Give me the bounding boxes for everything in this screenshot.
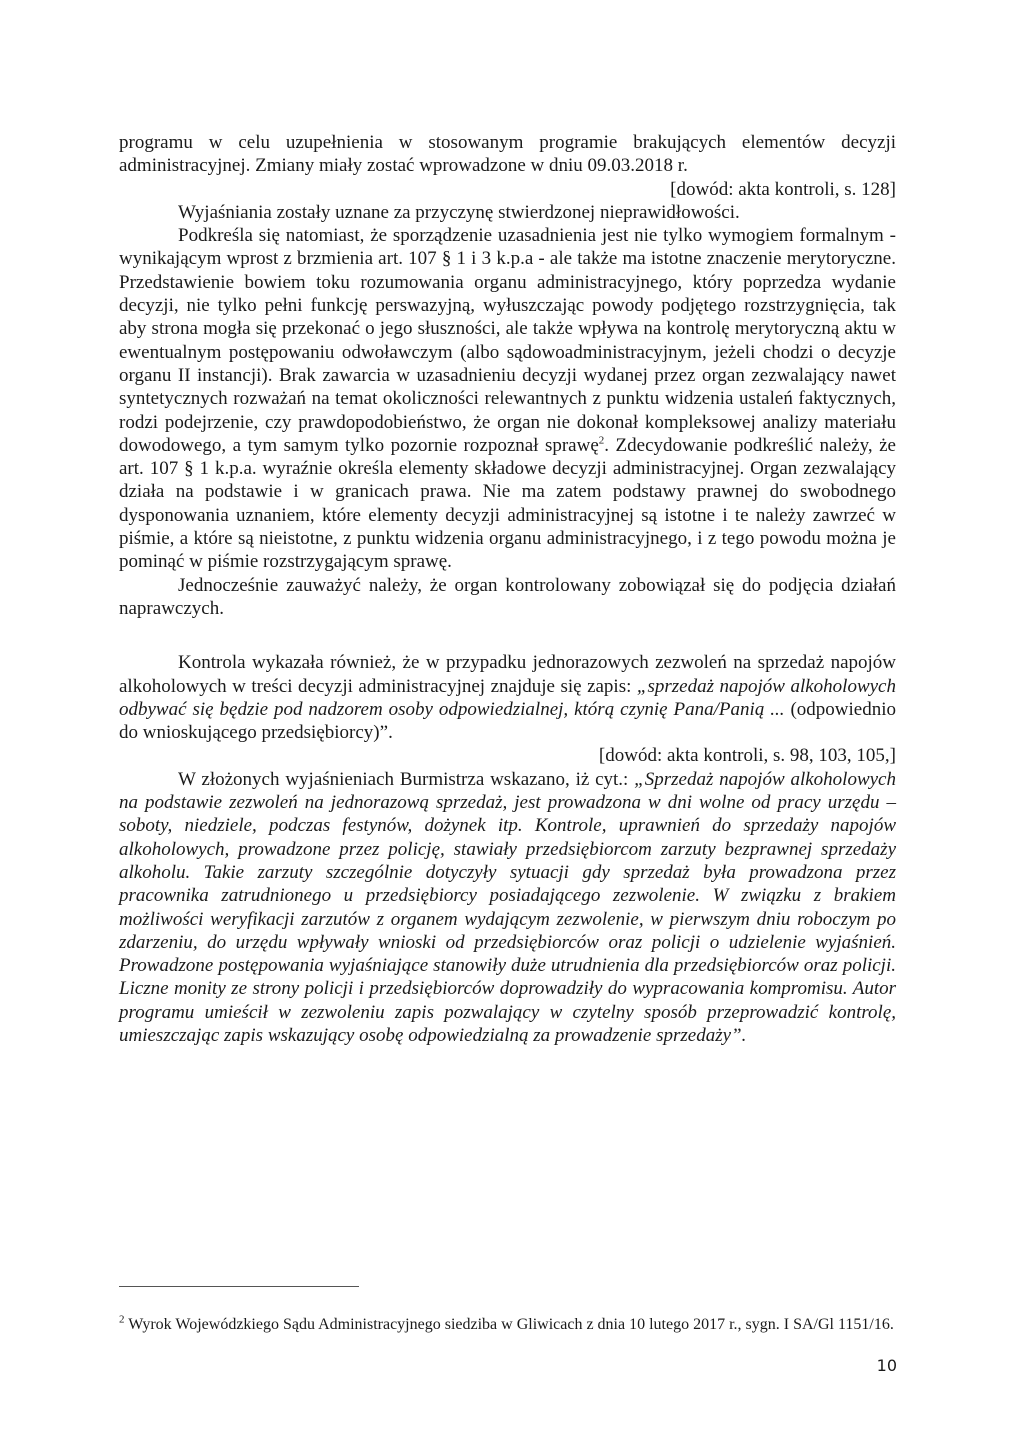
footnote-text: Wyrok Wojewódzkiego Sądu Administracyjnego siedziba w Gliwicach z dnia 10 lutego 2017 r., sygn. I SA/Gl 1151/16. [124, 1316, 894, 1333]
paragraph-3-part-2: . Zdecydowanie podkreślić należy, że art. 107 § 1 k.p.a. wyraźnie określa elementy składowe decyzji administracyjnej. Organ zezwalający działa na podstawie i w granicach prawa. Nie ma zatem podstawy prawnej do swobodnego dysponowania uznaniem, które elementy decyzji administracyjnej są istotne i te należy zawrzeć w piśmie, a które są nieistotne, z punktu widzenia organu administracyjnego, i z tego powodu można je pominąć w piśmie rozstrzygającym sprawę. [119, 434, 896, 573]
paragraph-6 [119, 768, 896, 1048]
paragraph-5 [119, 651, 896, 744]
paragraph-3-part-1: Podkreśla się natomiast, że sporządzenie uzasadnienia jest nie tylko wymogiem formalnym - wynikającym wprost z brzmienia art. 107 § 1 i 3 k.p.a - ale także ma istotne znaczenie merytoryczne. Przedstawienie bowiem toku rozumowania organu administracyjnego, który poprzedza wydanie decyzji, nie tylko pełni funkcję perswazyjną, wyłuszczając powody podjętego rozstrzygnięcia, tak aby strona mogła się przekonać o jego słuszności, ale także wpływa na kontrolę merytoryczną aktu w ewentualnym postępowaniu odwoławczym (albo sądowoadministracyjnym, jeżeli chodzi o decyzje organu II instancji). Brak zawarcia w uzasadnieniu decyzji wydanej przez organ zezwalający nawet syntetycznych rozważań na temat okoliczności relewantnych z punktu widzenia ustaleń faktycznych, rodzi podejrzenie, czy prawdopodobieństwo, że organ nie dokonał kompleksowej analizy materiału dowodowego, a tym samym tylko pozornie rozpoznał sprawę [119, 225, 896, 456]
paragraph-5-tail: (odpowiednio do wnioskującego przedsiębiorcy)”. [119, 698, 896, 744]
paragraph-1: programu w celu uzupełnienia w stosowanym programie brakujących elementów decyzji administracyjnej. Zmiany miały zostać wprowadzone w dniu 09.03.2018 r. [119, 132, 896, 177]
paragraph-6-intro: W złożonych wyjaśnieniach Burmistrza wskazano, iż cyt.: [178, 768, 635, 790]
footnote-reference: 2 [598, 434, 605, 447]
footnote-number: 2 [119, 1313, 125, 1326]
paragraph-2: Wyjaśniania zostały uznane za przyczynę stwierdzonej nieprawidłowości. [178, 201, 740, 223]
evidence-citation-2: [dowód: akta kontroli, s. 98, 103, 105,] [598, 745, 896, 767]
footnote-divider [119, 1286, 359, 1287]
paragraph-4: Jednocześnie zauważyć należy, że organ kontrolowany zobowiązał się do podjęcia działań naprawczych. [119, 574, 896, 619]
paragraph-spacer [119, 620, 896, 651]
paragraph-5-intro: Kontrola wykazała również, że w przypadku jednorazowych zezwoleń na sprzedaż napojów alkoholowych w treści decyzji administracyjnej znajduje się zapis: [119, 652, 896, 697]
paragraph-6-quote: „Sprzedaż napojów alkoholowych na podstawie zezwoleń na jednorazową sprzedaż, jest prowadzona w dni wolne od pracy urzędu – soboty, niedziele, podczas festynów, dożynek itp. Kontrole, uprawnień do sprzedaży napojów alkoholowych, prowadzone przez policję, stawiały przedsiębiorcom zarzuty bezprawnej sprzedaży alkoholu. Takie zarzuty szczególnie dotyczyły sytuacji gdy sprzedaż była prowadzona przez pracownika zatrudnionego u przedsiębiorcy posiadającego zezwolenie. W związku z brakiem możliwości weryfikacji zarzutów z organem wydającym zezwolenie, w pierwszym dniu roboczym po zdarzeniu, do urzędu wpływały wnioski od przedsiębiorców oraz policji o udzielenie wyjaśnień. Prowadzone postępowania wyjaśniające stanowiły duże utrudnienia dla przedsiębiorców oraz policji. Liczne monity ze strony policji i przedsiębiorców doprowadziły do wypracowania kompromisu. Autor programu umieścił w zezwoleniu zapis pozwalający w czytelny sposób przeprowadzić kontrolę, umieszczając zapis wskazujący osobę odpowiedzialną za prowadzenie sprzedaży”. [119, 768, 896, 1046]
footnote [119, 1314, 896, 1335]
page-number: 10 [876, 1356, 897, 1375]
evidence-citation-1: [dowód: akta kontroli, s. 128] [670, 178, 896, 200]
paragraph-5-quote: „sprzedaż napojów alkoholowych odbywać się będzie pod nadzorem osoby odpowiedzialnej, którą czynię Pana/Panią ... [119, 675, 896, 720]
document-body [119, 131, 896, 1047]
paragraph-3 [119, 224, 896, 573]
